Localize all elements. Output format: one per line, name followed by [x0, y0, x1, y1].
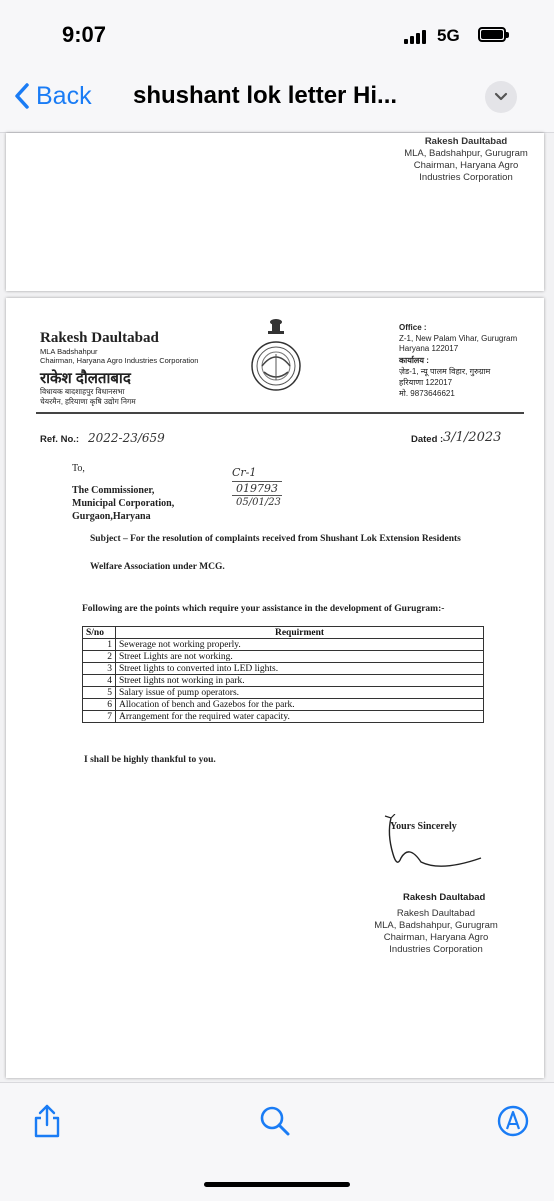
- receipt-stamp-line: Cr-1: [232, 466, 257, 479]
- signer-name: Rakesh Daultabad: [403, 892, 486, 903]
- letterhead-name-hindi: राकेश दौलताबाद: [40, 370, 131, 387]
- row-number: 5: [83, 687, 116, 699]
- letterhead-name: Rakesh Daultabad: [40, 330, 159, 346]
- stamp-line: Rakesh Daultabad: [424, 136, 508, 147]
- document-page-2: [6, 298, 544, 1078]
- row-requirement: Salary issue of pump operators.: [116, 687, 484, 699]
- yours-sincerely: Yours Sincerely: [390, 821, 457, 832]
- stamp-line: Industries Corporation: [419, 172, 513, 183]
- column-header: Requirment: [116, 627, 484, 639]
- office-address-hindi: ज़ेड-1, न्यू पालम विहार, गुरुग्राम: [399, 367, 491, 376]
- row-requirement: Street lights not working in park.: [116, 675, 484, 687]
- back-button[interactable]: [14, 78, 92, 114]
- stamp-line: Rakesh Daultabad: [396, 908, 476, 919]
- letterhead-line-hindi: विधायक बादशाहपुर विधानसभा: [40, 387, 125, 396]
- table-header-row: [83, 627, 484, 639]
- salutation-to: To,: [72, 463, 85, 474]
- stamp-line: Chairman, Haryana Agro: [413, 160, 519, 171]
- navigation-bar: [0, 60, 554, 133]
- row-number: 7: [83, 711, 116, 723]
- closing-text: I shall be highly thankful to you.: [84, 755, 216, 765]
- home-indicator: [204, 1182, 350, 1187]
- network-label: 5G: [437, 26, 460, 45]
- intro-text: Following are the points which require your assistance in the development of Gurugram:-: [82, 604, 445, 614]
- share-icon[interactable]: [30, 1103, 64, 1139]
- office-phone: मो. 9873646621: [399, 389, 455, 398]
- row-number: 3: [83, 663, 116, 675]
- signal-icon: [404, 28, 430, 44]
- row-number: 1: [83, 639, 116, 651]
- office-address: Haryana 122017: [399, 344, 459, 353]
- office-address-hindi: हरियाणा 122017: [399, 378, 453, 387]
- battery-icon: [478, 27, 506, 42]
- row-requirement: Street Lights are not working.: [116, 651, 484, 663]
- row-number: 4: [83, 675, 116, 687]
- back-label: Back: [36, 81, 92, 110]
- column-header: S/no: [83, 627, 116, 639]
- row-requirement: Allocation of bench and Gazebos for the park.: [116, 699, 484, 711]
- addressee-line: Municipal Corporation,: [72, 498, 175, 509]
- stamp-line: MLA, Badshahpur, Gurugram: [374, 920, 498, 931]
- signature-stamp: [356, 908, 516, 956]
- stamp-line: Chairman, Haryana Agro: [383, 932, 489, 943]
- handwritten-signature: [381, 814, 491, 874]
- date-label: Dated :: [411, 434, 444, 445]
- row-requirement: Street lights to converted into LED lights.: [116, 663, 484, 675]
- subject-line: Welfare Association under MCG.: [90, 562, 225, 572]
- chevron-down-icon: [494, 92, 508, 102]
- status-time: 9:07: [62, 22, 107, 47]
- search-icon[interactable]: [258, 1103, 292, 1139]
- table-row: [83, 699, 484, 711]
- ref-label: Ref. No.:: [40, 434, 80, 445]
- table-row: [83, 663, 484, 675]
- office-label: Office :: [399, 323, 427, 332]
- markup-icon[interactable]: [496, 1103, 530, 1139]
- row-requirement: Arrangement for the required water capacity.: [116, 711, 484, 723]
- office-address: Z-1, New Palam Vihar, Gurugram: [399, 334, 518, 343]
- requirements-table: [82, 626, 484, 723]
- subject-line: Subject – For the resolution of complaints received from Shushant Lok Extension Residents: [90, 534, 461, 544]
- ref-number: 2022-23/659: [88, 431, 165, 445]
- row-number: 6: [83, 699, 116, 711]
- letterhead-line: Chairman, Haryana Agro Industries Corporation: [40, 356, 199, 365]
- row-number: 2: [83, 651, 116, 663]
- haryana-emblem-icon: [250, 318, 302, 400]
- stamp-line: MLA, Badshahpur, Gurugram: [404, 148, 528, 159]
- table-row: [83, 711, 484, 723]
- table-row: [83, 675, 484, 687]
- letterhead-line: MLA Badshahpur: [40, 347, 98, 356]
- letterhead-line-hindi: चेयरमैन, हरियाणा कृषि उद्योग निगम: [40, 397, 136, 406]
- table-row: [83, 639, 484, 651]
- addressee-line: The Commissioner,: [72, 485, 155, 496]
- chevron-left-icon: [14, 82, 30, 110]
- addressee-line: Gurgaon,Haryana: [72, 511, 151, 522]
- stamp-line: Industries Corporation: [389, 944, 483, 955]
- document-page-1: [6, 133, 544, 291]
- table-row: [83, 687, 484, 699]
- status-bar: [0, 0, 554, 60]
- document-title[interactable]: shushant lok letter Hi...: [133, 82, 398, 109]
- date-value: 3/1/2023: [443, 430, 502, 445]
- signature-stamp: [386, 136, 546, 184]
- receipt-stamp-line: 019793: [232, 481, 282, 496]
- row-requirement: Sewerage not working properly.: [116, 639, 484, 651]
- receipt-stamp-line: 05/01/23: [236, 497, 281, 508]
- title-menu-button[interactable]: [485, 81, 517, 113]
- table-row: [83, 651, 484, 663]
- office-label-hindi: कार्यालय :: [399, 356, 429, 365]
- letterhead-divider: [36, 412, 524, 414]
